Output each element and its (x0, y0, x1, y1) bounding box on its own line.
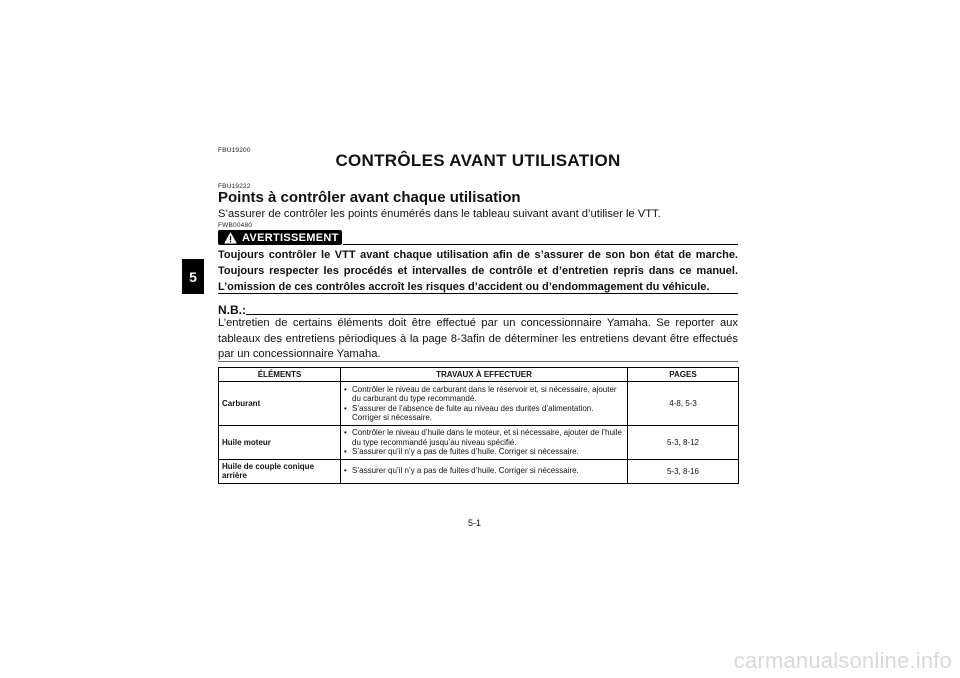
table-header-row (219, 368, 739, 382)
chapter-tab: 5 (182, 259, 204, 294)
warning-bottom-rule (218, 293, 738, 294)
table-row (219, 459, 739, 483)
section-code: FBU19222 (218, 183, 251, 190)
warning-text: Toujours contrôler le VTT avant chaque utilisation afin de s’assurer de son bon état de marche. Toujours respecter les procédés et intervalles de contrôle et d’entretien repris dans ce manuel. L’omission de ces contrôles accroît les risques d’accident ou d’endommagement du véhicule. (218, 249, 738, 293)
list-item: • S’assurer qu’il n’y a pas de fuites d’huile. Corriger si nécessaire. (344, 447, 624, 457)
column-header-pages: PAGES (628, 368, 739, 382)
list-item: • Contrôler le niveau de carburant dans le réservoir et, si nécessaire, ajouter du carburant du type recommandé. (344, 385, 624, 404)
table-row (219, 426, 739, 460)
page-title: CONTRÔLES AVANT UTILISATION (335, 151, 621, 170)
warning-label: AVERTISSEMENT (242, 231, 339, 244)
warning-triangle-icon (224, 232, 237, 244)
pages-cell: 5-3, 8-12 (628, 426, 739, 460)
list-item: • Contrôler le niveau d’huile dans le moteur, et si nécessaire, ajouter de l’huile du type recommandé jusqu’au niveau spécifié. (344, 428, 624, 447)
warning-badge (218, 230, 342, 245)
pre-operation-checks-table (218, 367, 739, 484)
note-divider (246, 314, 738, 315)
note-text: L’entretien de certains éléments doit être effectué par un concessionnaire Yamaha. Se reporter aux tableaux des entretiens périodiques à la page 8-3afin de déterminer les entretiens devant être effectués par un concessionnaire Yamaha. (218, 317, 738, 360)
work-cell (341, 426, 628, 460)
list-item: • S’assurer qu’il n’y a pas de fuites d’huile. Corriger si nécessaire. (344, 466, 624, 476)
page-number: 5-1 (468, 518, 482, 528)
work-cell (341, 459, 628, 483)
work-cell (341, 382, 628, 426)
note-bottom-rule (218, 361, 738, 362)
note-label: N.B.: (218, 303, 246, 317)
warning-divider (343, 244, 738, 245)
item-cell: Carburant (219, 382, 341, 426)
item-cell: Huile de couple conique arrière (219, 459, 341, 483)
warning-code: FWB00480 (218, 222, 253, 229)
document-code: FBU19200 (218, 147, 251, 154)
watermark: carmanualsonline.info (733, 648, 952, 673)
column-header-work: TRAVAUX À EFFECTUER (341, 368, 628, 382)
section-intro: S’assurer de contrôler les points énumérés dans le tableau suivant avant d’utiliser le VTT. (218, 208, 661, 220)
table-row (219, 382, 739, 426)
item-cell: Huile moteur (219, 426, 341, 460)
pages-cell: 5-3, 8-16 (628, 459, 739, 483)
section-title: Points à contrôler avant chaque utilisation (218, 189, 521, 206)
list-item: • S’assurer de l’absence de fuite au niveau des durites d’alimentation. Corriger si nécessaire. (344, 404, 624, 423)
column-header-items: ÉLÉMENTS (219, 368, 341, 382)
pages-cell: 4-8, 5-3 (628, 382, 739, 426)
